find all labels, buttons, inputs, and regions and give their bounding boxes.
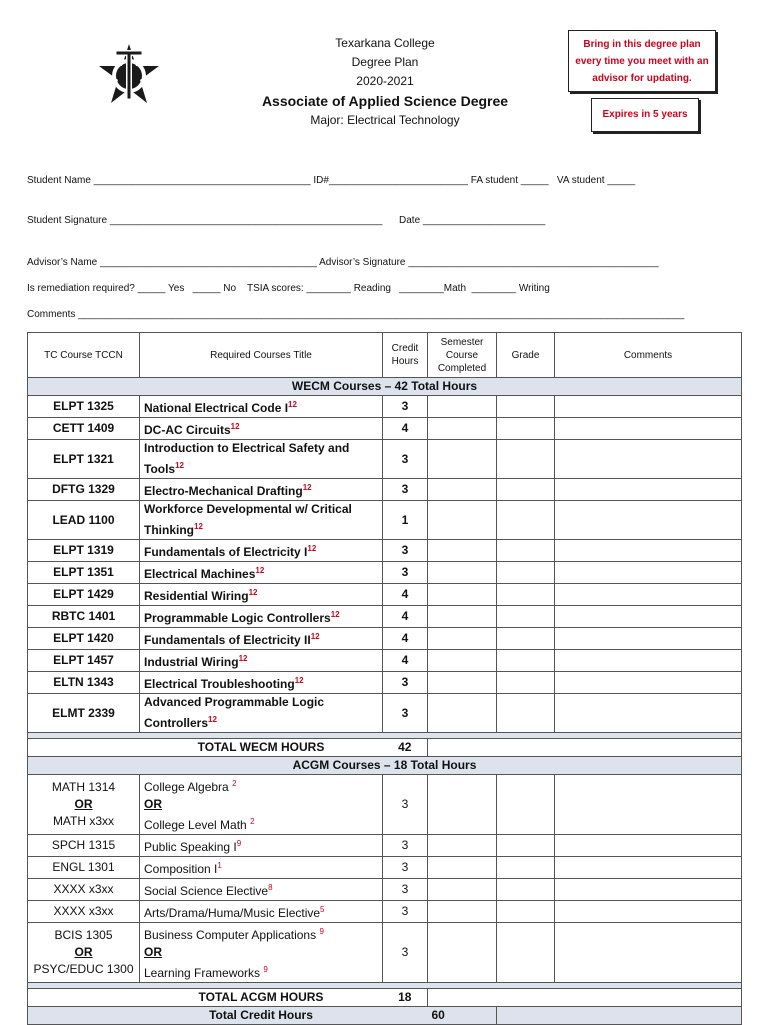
table-row bbox=[28, 923, 742, 983]
credit-hours: 3 bbox=[383, 396, 428, 418]
course-title: Programmable Logic Controllers bbox=[144, 611, 331, 625]
semester-cell[interactable] bbox=[428, 901, 497, 923]
comments-cell[interactable] bbox=[555, 606, 742, 628]
credit-hours: 3 bbox=[383, 901, 428, 923]
table-row bbox=[28, 857, 742, 879]
course-code: ELTN 1343 bbox=[28, 672, 140, 694]
footnote: 9 bbox=[263, 965, 268, 974]
acgm-header: ACGM Courses – 18 Total Hours bbox=[28, 757, 742, 775]
grade-cell[interactable] bbox=[497, 479, 555, 501]
course-title: Fundamentals of Electricity I bbox=[144, 545, 308, 559]
semester-cell[interactable] bbox=[428, 562, 497, 584]
footnote: 12 bbox=[194, 522, 203, 531]
table-row bbox=[28, 440, 742, 479]
footnote: 12 bbox=[310, 632, 320, 641]
course-code: ELPT 1457 bbox=[28, 650, 140, 672]
grade-cell[interactable] bbox=[497, 672, 555, 694]
course-title: Social Science Elective bbox=[144, 884, 269, 898]
credit-hours: 3 bbox=[383, 440, 428, 479]
course-title: Composition I bbox=[144, 862, 218, 876]
credit-hours: 3 bbox=[383, 694, 428, 733]
student-info-line[interactable]: Student Name _______________________________________ ID#_________________________ FA student _____ VA student _____ bbox=[27, 175, 636, 186]
table-row bbox=[28, 501, 742, 540]
footnote: 1 bbox=[217, 861, 222, 870]
course-code: SPCH 1315 bbox=[28, 835, 140, 857]
course-code: RBTC 1401 bbox=[28, 606, 140, 628]
grade-cell[interactable] bbox=[497, 562, 555, 584]
semester-cell[interactable] bbox=[428, 396, 497, 418]
footnote: 5 bbox=[320, 905, 325, 914]
course-title: College Algebra bbox=[144, 780, 229, 794]
table-row bbox=[28, 479, 742, 501]
credit-hours: 3 bbox=[383, 540, 428, 562]
expires-notice: Expires in 5 years bbox=[591, 98, 699, 132]
header-semester: Semester Course Completed bbox=[428, 333, 497, 378]
course-code: MATH 1314 bbox=[51, 780, 116, 794]
college-name: Texarkana College bbox=[335, 36, 435, 50]
catalog-year: 2020-2021 bbox=[356, 74, 414, 88]
wecm-total-value: 42 bbox=[383, 739, 428, 757]
semester-cell[interactable] bbox=[428, 628, 497, 650]
footnote: 12 bbox=[302, 483, 312, 492]
semester-cell[interactable] bbox=[428, 923, 497, 983]
credit-hours: 4 bbox=[383, 584, 428, 606]
footnote: 12 bbox=[208, 715, 217, 724]
remediation-line[interactable]: Is remediation required? _____ Yes _____ No TSIA scores: ________ Reading ________Math ________ Writing bbox=[27, 283, 550, 294]
comments-cell[interactable] bbox=[555, 923, 742, 983]
footnote: 12 bbox=[330, 610, 340, 619]
footnote: 2 bbox=[232, 779, 237, 788]
header-course: TC Course TCCN bbox=[28, 333, 140, 378]
semester-cell[interactable] bbox=[428, 835, 497, 857]
degree-title: Associate of Applied Science Degree bbox=[261, 93, 509, 109]
semester-cell[interactable] bbox=[428, 606, 497, 628]
grand-total-row bbox=[28, 1007, 742, 1025]
footnote: 12 bbox=[230, 422, 240, 431]
header-comments: Comments bbox=[555, 333, 742, 378]
header-title: Required Courses Title bbox=[140, 333, 383, 378]
comments-cell[interactable] bbox=[555, 775, 742, 835]
course-code: ELMT 2339 bbox=[28, 694, 140, 733]
comments-cell[interactable] bbox=[555, 501, 742, 540]
course-code: ELPT 1420 bbox=[28, 628, 140, 650]
comments-cell[interactable] bbox=[555, 396, 742, 418]
table-header-row bbox=[28, 333, 742, 378]
table-row bbox=[28, 396, 742, 418]
grade-cell[interactable] bbox=[497, 835, 555, 857]
grade-cell[interactable] bbox=[497, 650, 555, 672]
semester-cell[interactable] bbox=[428, 672, 497, 694]
comments-cell[interactable] bbox=[555, 418, 742, 440]
wecm-total-row bbox=[28, 739, 742, 757]
wecm-section-header bbox=[28, 378, 742, 396]
table-row bbox=[28, 418, 742, 440]
course-code: ELPT 1325 bbox=[28, 396, 140, 418]
course-title: Introduction to Electrical Safety and Tools bbox=[144, 441, 350, 476]
comments-cell[interactable] bbox=[555, 562, 742, 584]
major: Major: Electrical Technology bbox=[310, 113, 460, 127]
course-title: DC-AC Circuits bbox=[144, 423, 231, 437]
course-code: LEAD 1100 bbox=[28, 501, 140, 540]
semester-cell[interactable] bbox=[428, 501, 497, 540]
comments-cell[interactable] bbox=[555, 584, 742, 606]
course-code: ELPT 1429 bbox=[28, 584, 140, 606]
credit-hours: 3 bbox=[383, 672, 428, 694]
course-code: DFTG 1329 bbox=[28, 479, 140, 501]
acgm-total-label: TOTAL ACGM HOURS bbox=[140, 989, 383, 1007]
semester-cell[interactable] bbox=[428, 418, 497, 440]
comments-cell[interactable] bbox=[555, 479, 742, 501]
credit-hours: 3 bbox=[383, 562, 428, 584]
footnote: 12 bbox=[248, 588, 258, 597]
credit-hours: 4 bbox=[383, 606, 428, 628]
course-code: ELPT 1321 bbox=[28, 440, 140, 479]
course-title: Industrial Wiring bbox=[144, 655, 239, 669]
footnote: 2 bbox=[250, 817, 255, 826]
comments-cell[interactable] bbox=[555, 540, 742, 562]
table-row bbox=[28, 584, 742, 606]
comments-cell[interactable] bbox=[555, 628, 742, 650]
course-title: College Level Math bbox=[144, 818, 247, 832]
footnote: 12 bbox=[175, 461, 185, 470]
acgm-total-row bbox=[28, 989, 742, 1007]
course-title: Fundamentals of Electricity II bbox=[144, 633, 311, 647]
grade-cell[interactable] bbox=[497, 540, 555, 562]
grand-total-value: 60 bbox=[428, 1007, 497, 1025]
footnote: 12 bbox=[307, 544, 317, 553]
semester-cell[interactable] bbox=[428, 775, 497, 835]
wecm-header: WECM Courses – 42 Total Hours bbox=[28, 378, 742, 396]
footnote: 8 bbox=[268, 883, 273, 892]
grade-cell[interactable] bbox=[497, 775, 555, 835]
course-code: PSYC/EDUC 1300 bbox=[33, 962, 134, 976]
course-title: National Electrical Code I bbox=[144, 401, 289, 415]
table-row bbox=[28, 694, 742, 733]
semester-cell[interactable] bbox=[428, 440, 497, 479]
semester-cell[interactable] bbox=[428, 540, 497, 562]
acgm-section-header bbox=[28, 757, 742, 775]
grade-cell[interactable] bbox=[497, 901, 555, 923]
semester-cell[interactable] bbox=[428, 479, 497, 501]
credit-hours: 3 bbox=[383, 479, 428, 501]
table-row bbox=[28, 540, 742, 562]
footnote: 12 bbox=[288, 400, 297, 409]
semester-cell[interactable] bbox=[428, 857, 497, 879]
degree-plan-table bbox=[27, 332, 742, 1025]
or-label: OR bbox=[144, 945, 162, 959]
footnote: 9 bbox=[319, 927, 324, 936]
course-title: Residential Wiring bbox=[144, 589, 249, 603]
table-row bbox=[28, 879, 742, 901]
credit-hours: 3 bbox=[383, 879, 428, 901]
table-row bbox=[28, 775, 742, 835]
grade-cell[interactable] bbox=[497, 606, 555, 628]
table-row bbox=[28, 835, 742, 857]
grade-cell[interactable] bbox=[497, 396, 555, 418]
grade-cell[interactable] bbox=[497, 440, 555, 479]
course-code: XXXX x3xx bbox=[28, 879, 140, 901]
course-title: Business Computer Applications bbox=[144, 928, 317, 942]
grade-cell[interactable] bbox=[497, 418, 555, 440]
grade-cell[interactable] bbox=[497, 584, 555, 606]
grade-cell[interactable] bbox=[497, 923, 555, 983]
credit-hours: 3 bbox=[383, 775, 428, 835]
college-logo bbox=[97, 42, 161, 106]
course-code: XXXX x3xx bbox=[28, 901, 140, 923]
course-title: Learning Frameworks bbox=[144, 966, 261, 980]
course-code: ELPT 1319 bbox=[28, 540, 140, 562]
header-grade: Grade bbox=[497, 333, 555, 378]
table-row bbox=[28, 562, 742, 584]
advisor-notice: Bring in this degree plan every time you meet with an advisor for updating. bbox=[568, 30, 716, 92]
acgm-total-value: 18 bbox=[383, 989, 428, 1007]
credit-hours: 4 bbox=[383, 650, 428, 672]
table-row bbox=[28, 672, 742, 694]
comments-cell[interactable] bbox=[555, 650, 742, 672]
header-credit: Credit Hours bbox=[383, 333, 428, 378]
footnote: 9 bbox=[236, 839, 242, 848]
credit-hours: 4 bbox=[383, 628, 428, 650]
grand-total-label: Total Credit Hours bbox=[140, 1007, 383, 1025]
table-row bbox=[28, 628, 742, 650]
comments-cell[interactable] bbox=[555, 672, 742, 694]
footnote: 12 bbox=[294, 676, 304, 685]
student-signature-line[interactable]: Student Signature _________________________________________________ Date ______________________ bbox=[27, 215, 546, 226]
course-code: BCIS 1305 bbox=[54, 928, 113, 942]
or-label: OR bbox=[74, 945, 93, 959]
course-code: CETT 1409 bbox=[28, 418, 140, 440]
credit-hours: 4 bbox=[383, 418, 428, 440]
grade-cell[interactable] bbox=[497, 879, 555, 901]
course-code: ELPT 1351 bbox=[28, 562, 140, 584]
table-row bbox=[28, 606, 742, 628]
footnote: 12 bbox=[255, 566, 265, 575]
course-title: Electrical Troubleshooting bbox=[144, 677, 295, 691]
table-row bbox=[28, 901, 742, 923]
course-title: Workforce Developmental w/ Critical Thinking bbox=[144, 502, 352, 537]
grade-cell[interactable] bbox=[497, 857, 555, 879]
credit-hours: 3 bbox=[383, 835, 428, 857]
course-code: ENGL 1301 bbox=[28, 857, 140, 879]
grade-cell[interactable] bbox=[497, 628, 555, 650]
semester-cell[interactable] bbox=[428, 879, 497, 901]
credit-hours: 1 bbox=[383, 501, 428, 540]
comments-cell[interactable] bbox=[555, 694, 742, 733]
credit-hours: 3 bbox=[383, 923, 428, 983]
or-label: OR bbox=[144, 797, 162, 811]
comments-cell[interactable] bbox=[555, 440, 742, 479]
footnote: 12 bbox=[238, 654, 248, 663]
comments-line[interactable]: Comments _____________________________________________________________________________________________________________ bbox=[27, 309, 685, 320]
comments-cell[interactable] bbox=[555, 857, 742, 879]
course-title: Electro-Mechanical Drafting bbox=[144, 484, 303, 498]
or-label: OR bbox=[74, 797, 93, 811]
wecm-total-label: TOTAL WECM HOURS bbox=[140, 739, 383, 757]
course-title: Public Speaking I bbox=[144, 840, 237, 854]
advisor-line[interactable]: Advisor’s Name _______________________________________ Advisor’s Signature _____________________________________________ bbox=[27, 257, 659, 268]
course-code: MATH x3xx bbox=[52, 814, 115, 828]
comments-cell[interactable] bbox=[555, 835, 742, 857]
semester-cell[interactable] bbox=[428, 650, 497, 672]
semester-cell[interactable] bbox=[428, 584, 497, 606]
comments-cell[interactable] bbox=[555, 901, 742, 923]
grade-cell[interactable] bbox=[497, 501, 555, 540]
course-title: Electrical Machines bbox=[144, 567, 256, 581]
doc-type: Degree Plan bbox=[351, 55, 419, 69]
course-title: Advanced Programmable Logic Controllers bbox=[144, 695, 325, 730]
grade-cell[interactable] bbox=[497, 694, 555, 733]
semester-cell[interactable] bbox=[428, 694, 497, 733]
credit-hours: 3 bbox=[383, 857, 428, 879]
course-title: Arts/Drama/Huma/Music Elective bbox=[144, 906, 321, 920]
comments-cell[interactable] bbox=[555, 879, 742, 901]
table-row bbox=[28, 650, 742, 672]
